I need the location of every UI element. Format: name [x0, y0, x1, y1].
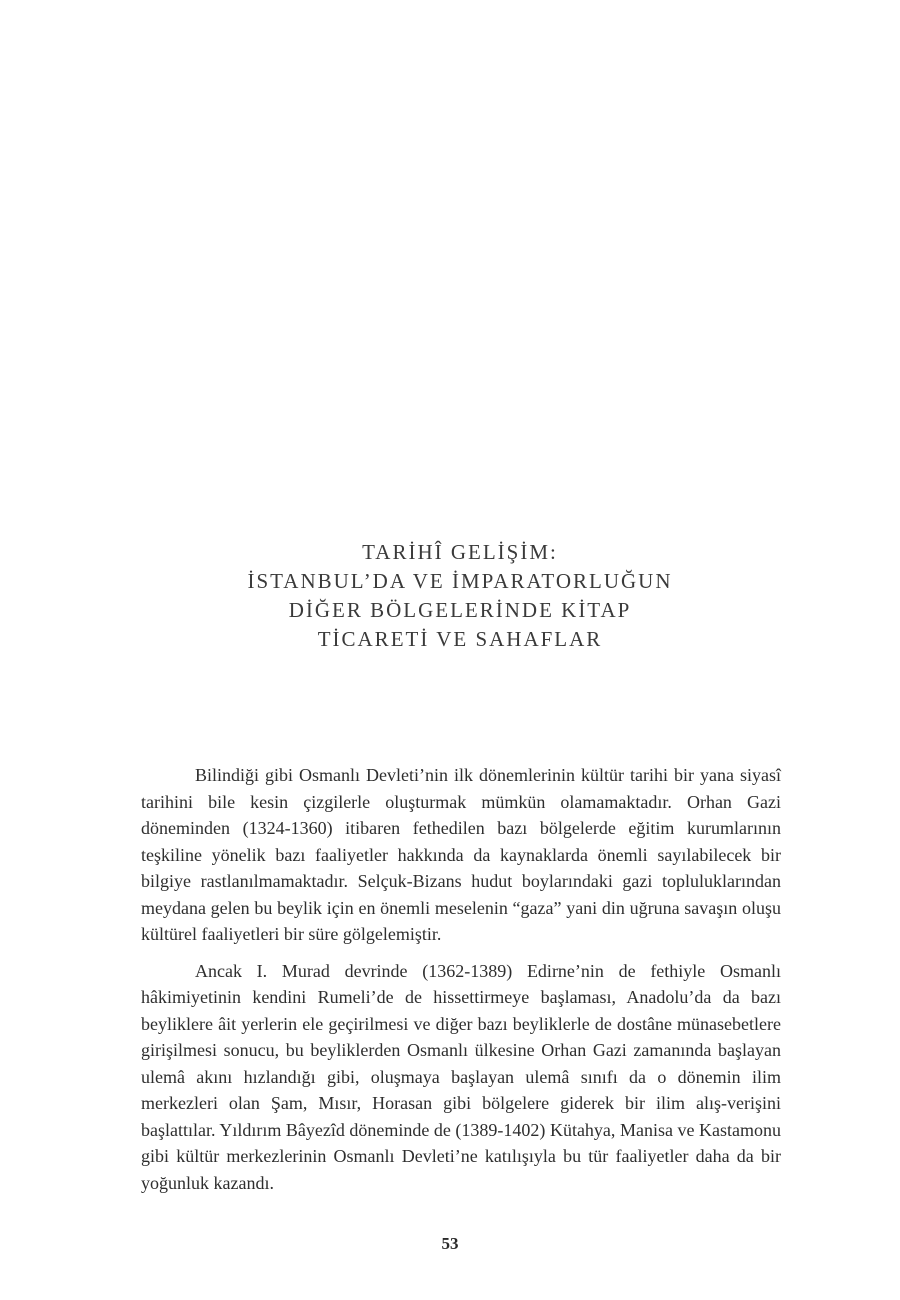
body-text	[141, 762, 781, 1206]
chapter-title-line: TİCARETİ VE SAHAFLAR	[317, 627, 603, 651]
paragraph: Ancak I. Murad devrinde (1362-1389) Edirne’nin de fethiyle Osmanlı hâkimiyetinin kendini Rumeli’de de hissettirmeye başlaması, Anadolu’da da bazı beyliklere âit yerlerin ele geçirilmesi ve diğer bazı beyliklerle de dostâne münasebetlere girişilmesi sonucu, bu beyliklerden Osmanlı ülkesine Orhan Gazi zamanında başlayan ulemâ akını hızlandığı gibi, oluşmaya başlayan ulemâ sınıfı da o dönemin ilim merkezleri olan Şam, Mısır, Horasan gibi bölgelere giderek bir ilim alış-verişini başlattılar. Yıldırım Bâyezîd döneminde de (1389-1402) Kütahya, Manisa ve Kastamonu gibi kültür merkezlerinin Osmanlı Devleti’ne katılışıyla bu tür faaliyetler daha da bir yoğunluk kazandı.	[141, 960, 781, 1193]
chapter-title-line: İSTANBUL’DA VE İMPARATORLUĞUN	[247, 569, 673, 593]
paragraph: Bilindiği gibi Osmanlı Devleti’nin ilk dönemlerinin kültür tarihi bir yana siyasî tarihini bile kesin çizgilerle oluşturmak mümkün olamamaktadır. Orhan Gazi döneminden (1324-1360) itibaren fethedilen bazı bölgelerde eğitim kurumlarının teşkiline yönelik bazı faaliyetler hakkında da kaynaklarda önemli sayılabilecek bir bilgiye rastlanılmamaktadır. Selçuk-Bizans hudut boylarındaki gazi topluluklarından meydana gelen bu beylik için en önemli meselenin “gaza” yani din uğruna savaşın oluşu kültürel faaliyetleri bir süre gölgelemiştir.	[141, 765, 781, 944]
page-number: 53	[441, 1234, 459, 1253]
chapter-title	[150, 538, 770, 654]
chapter-title-line: DİĞER BÖLGELERİNDE KİTAP	[288, 598, 632, 622]
chapter-title-line: TARİHÎ GELİŞİM:	[362, 540, 558, 564]
